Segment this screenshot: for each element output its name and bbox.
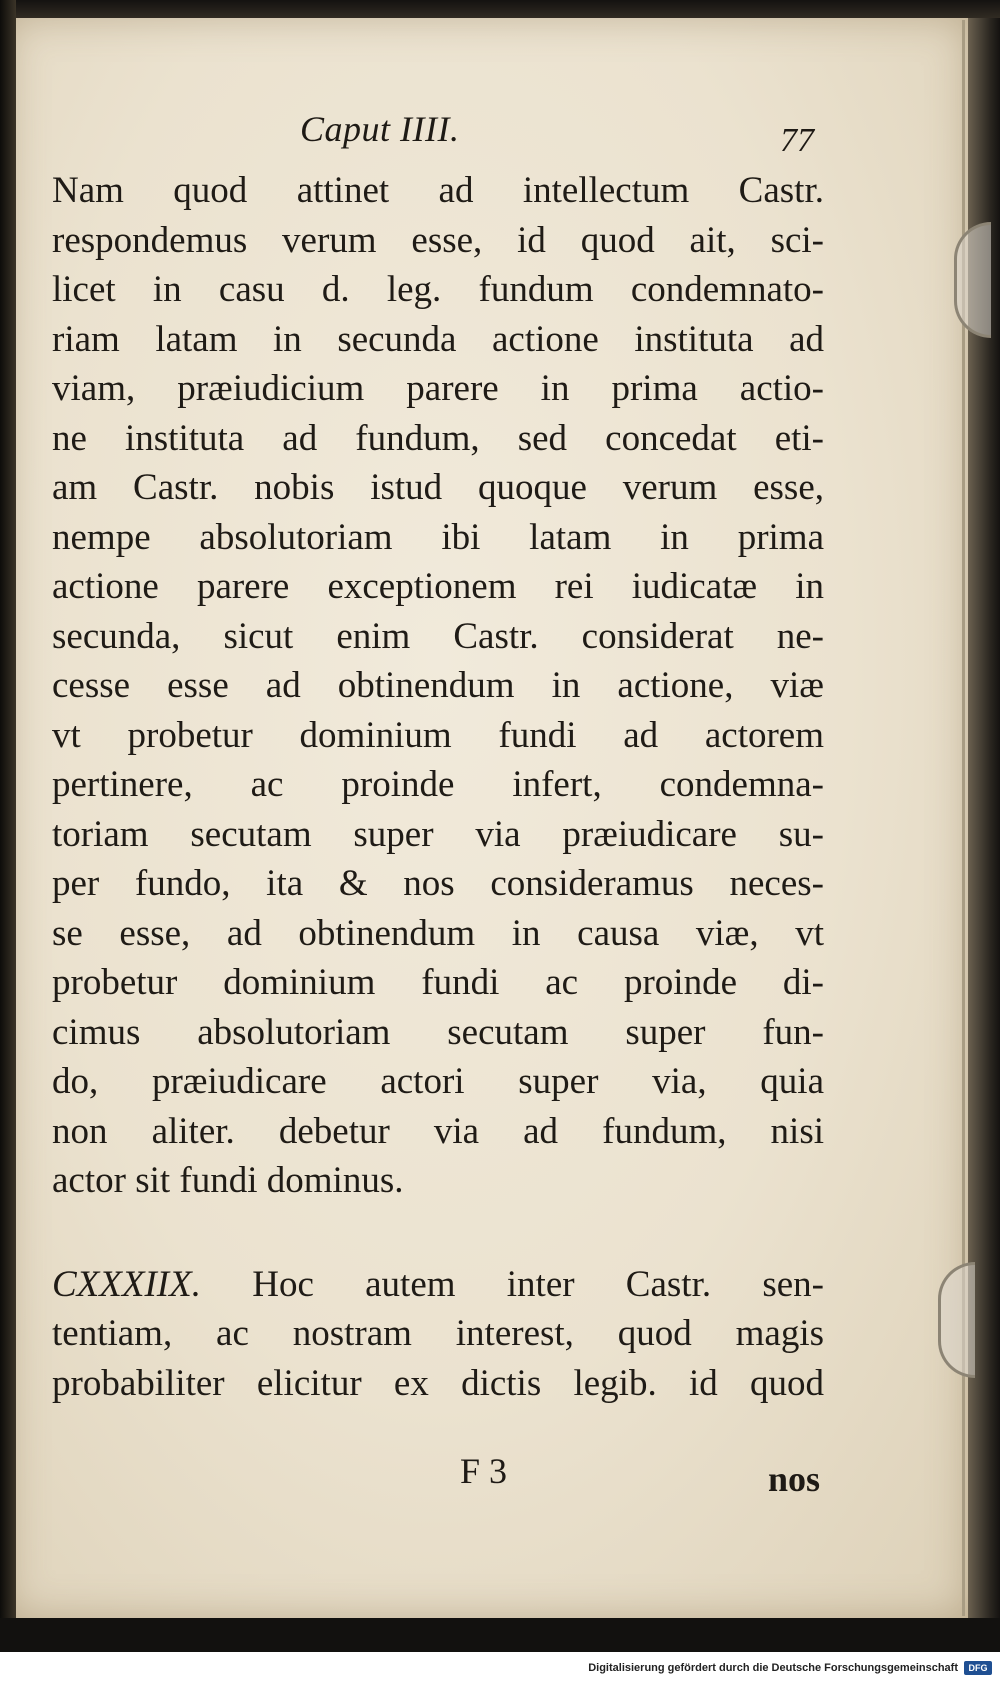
text-span: Hoc autem inter Castr. sen- bbox=[252, 1263, 824, 1305]
running-head: Caput IIII. bbox=[300, 109, 460, 149]
text-line: tentiam, ac nostram interest, quod magis bbox=[52, 1313, 824, 1354]
text-line bbox=[52, 1260, 824, 1310]
text-line: actione parere exceptionem rei iudicatæ in bbox=[52, 566, 824, 607]
signature-mark: F 3 bbox=[460, 1451, 508, 1491]
text-line: am Castr. nobis istud quoque verum esse, bbox=[52, 467, 824, 508]
text-line: se esse, ad obtinendum in causa viæ, vt bbox=[52, 912, 824, 954]
text-line: ne instituta ad fundum, sed concedat eti- bbox=[52, 417, 824, 459]
text-line: cimus absolutoriam secutam super fun- bbox=[52, 1011, 824, 1053]
text-line: probabiliter elicitur ex dictis legib. id quod bbox=[52, 1362, 824, 1404]
text-line: licet in casu d. leg. fundum condemnato- bbox=[52, 269, 824, 310]
catchword: nos bbox=[767, 1459, 820, 1499]
text-line: pertinere, ac proinde infert, condemna- bbox=[52, 764, 824, 805]
text-line: do, præiudicare actori super via, quia bbox=[52, 1061, 824, 1102]
text-line: non aliter. debetur via ad fundum, nisi bbox=[52, 1110, 824, 1152]
scan-background bbox=[0, 1618, 1000, 1652]
paragraph bbox=[52, 166, 824, 1206]
page-clip-icon bbox=[938, 1262, 975, 1378]
text-line: per fundo, ita & nos consideramus neces- bbox=[52, 863, 824, 904]
page-clip-icon bbox=[954, 222, 991, 338]
credit-bar bbox=[0, 1652, 1000, 1689]
text-line: viam, præiudicium parere in prima actio- bbox=[52, 368, 824, 409]
book-spine-shadow bbox=[0, 0, 16, 1689]
text-line: cesse esse ad obtinendum in actione, viæ bbox=[52, 665, 824, 706]
text-line: riam latam in secunda actione instituta ad bbox=[52, 318, 824, 360]
dfg-logo-icon bbox=[964, 1661, 992, 1675]
credit-text: Digitalisierung gefördert durch die Deutsche Forschungsgemeinschaft bbox=[588, 1662, 958, 1674]
paragraph-gap bbox=[52, 1206, 824, 1260]
text-line: nempe absolutoriam ibi latam in prima bbox=[52, 516, 824, 558]
page-footer-marks bbox=[460, 1450, 820, 1500]
text-line: toriam secutam super via præiudicare su- bbox=[52, 813, 824, 855]
text-line: respondemus verum esse, id quod ait, sci- bbox=[52, 219, 824, 261]
text-line: secunda, sicut enim Castr. considerat ne- bbox=[52, 615, 824, 657]
text-line: probetur dominium fundi ac proinde di- bbox=[52, 962, 824, 1003]
text-line: Nam quod attinet ad intellectum Castr. bbox=[52, 170, 824, 211]
text-line: vt probetur dominium fundi ad actorem bbox=[52, 714, 824, 756]
paragraph bbox=[52, 1260, 824, 1409]
main-text bbox=[52, 166, 824, 1408]
section-numeral: CXXXIIX. bbox=[52, 1263, 201, 1305]
page-number: 77 bbox=[780, 122, 814, 159]
dfg-logo-text: DFG bbox=[968, 1663, 988, 1673]
text-line-last: actor sit fundi dominus. bbox=[52, 1160, 404, 1201]
